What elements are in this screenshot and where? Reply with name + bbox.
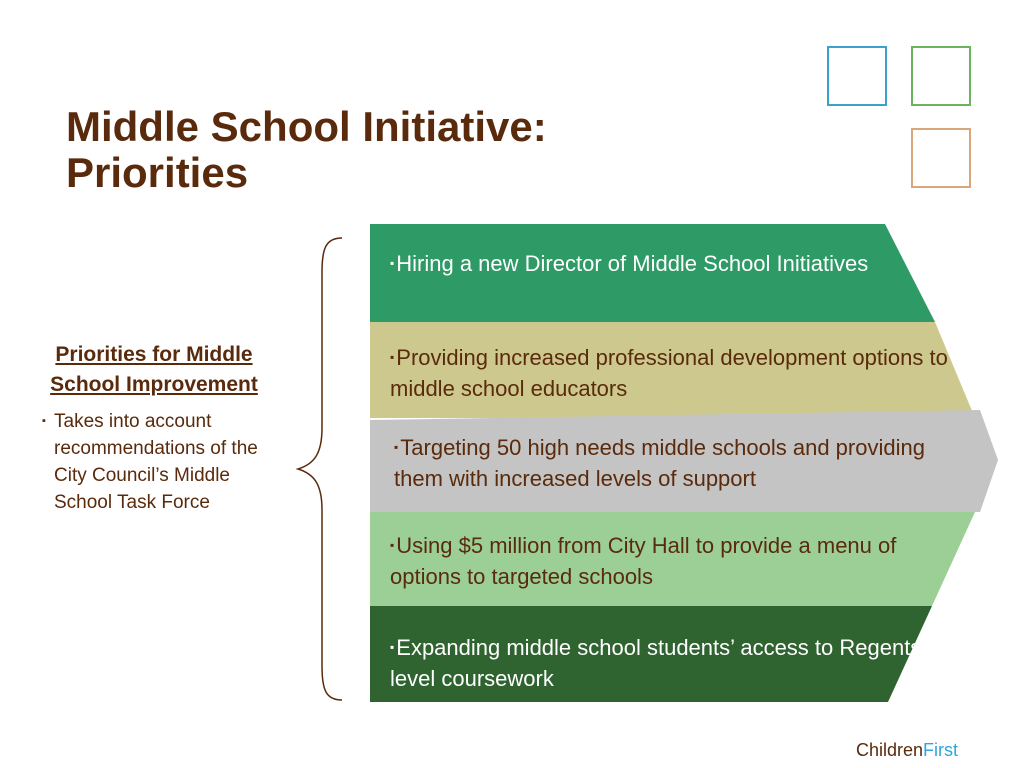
bullet-icon: ▪	[394, 440, 399, 454]
title-line-1: Middle School Initiative:	[66, 103, 547, 150]
priority-text: Providing increased professional development options to middle school educators	[390, 345, 948, 401]
priority-item-3	[394, 432, 954, 494]
priority-text: Expanding middle school students’ access to Regents-level coursework	[390, 635, 929, 691]
priority-item-2	[390, 342, 950, 404]
footer-brand-logo	[856, 740, 958, 761]
priority-item-4	[390, 530, 950, 592]
bullet-icon: ▪	[390, 538, 395, 552]
priority-item-1	[390, 248, 950, 279]
priority-item-5	[390, 632, 950, 694]
left-panel-heading: Priorities for Middle School Improvement	[50, 343, 258, 396]
priority-text: Targeting 50 high needs middle schools and providing them with increased levels of support	[394, 435, 925, 491]
brand-part-2: First	[923, 740, 958, 760]
bullet-icon: ▪	[390, 640, 395, 654]
left-panel-bullet-text: Takes into account recommendations of the City Council’s Middle School Task Force	[54, 411, 258, 513]
bullet-icon: ▪	[42, 415, 46, 427]
bullet-icon: ▪	[390, 256, 395, 270]
bullet-icon: ▪	[390, 350, 395, 364]
priority-text: Hiring a new Director of Middle School Initiatives	[396, 251, 869, 276]
title-line-2: Priorities	[66, 149, 249, 196]
brand-part-1: Children	[855, 740, 923, 760]
priority-text: Using $5 million from City Hall to provide a menu of options to targeted schools	[390, 533, 897, 589]
